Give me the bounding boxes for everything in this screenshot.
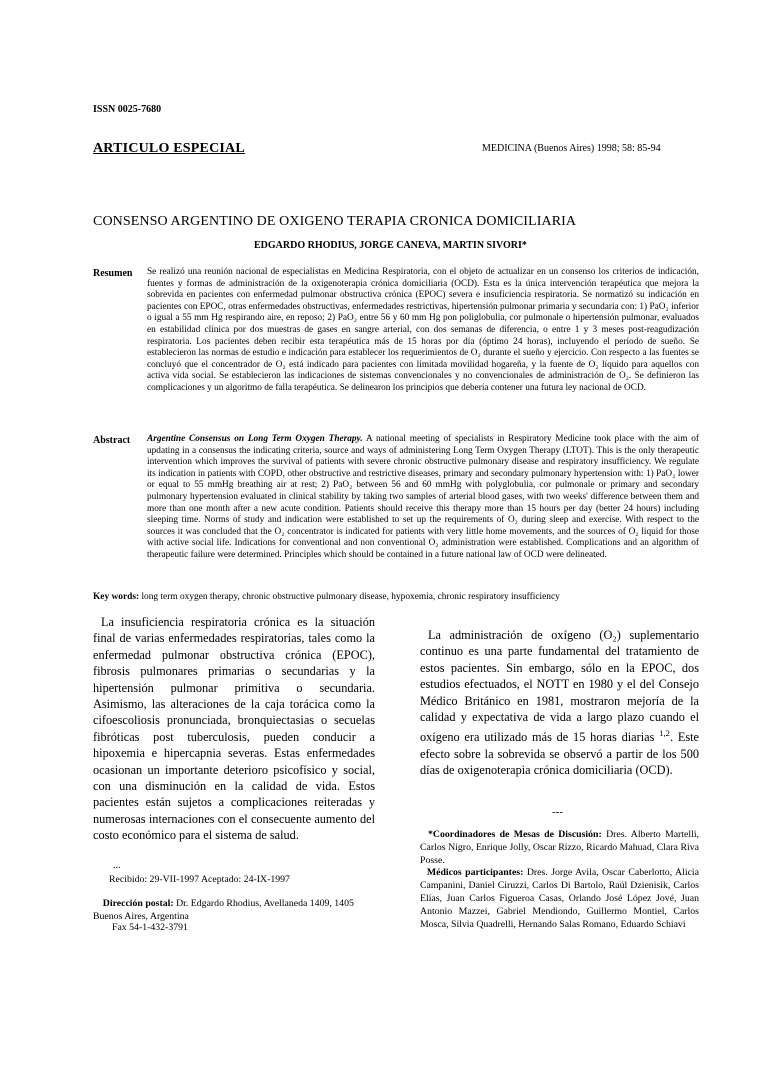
coord-label: *Coordinadores de Mesas de Discusión: — [428, 829, 602, 840]
article-title: CONSENSO ARGENTINO DE OXIGENO TERAPIA CRONICA DOMICILIARIA — [93, 214, 577, 229]
address-text: Dr. Edgardo Rhodius, Avellaneda 1409, 1405 Buenos Aires, Argentina — [93, 898, 354, 922]
body-column-right — [420, 627, 699, 779]
postal-address — [93, 898, 375, 923]
issn: ISSN 0025-7680 — [93, 104, 162, 115]
section-heading: ARTICULO ESPECIAL — [93, 141, 245, 156]
footnote-separator: --- — [552, 806, 563, 818]
citation-ref: 1,2 — [659, 728, 670, 739]
journal-citation: MEDICINA (Buenos Aires) 1998; 58: 85-94 — [482, 143, 661, 154]
med-label: Médicos participantes: — [426, 867, 524, 879]
keywords-text: long term oxygen therapy, chronic obstructive pulmonary disease, hypoxemia, chronic respiratory insufficiency — [141, 592, 560, 602]
resumen-text: Se realizó una reunión nacional de especialistas en Medicina Respiratoria, con el objeto de actualizar en un consenso los criterios de indicación, fuentes y formas de administración de la oxigenoterapia crónica domiciliaria (OCD). Esta es la única intervención terapéutica que mejora la sobrevida en pacientes con enfermedad pulmonar obstructiva crónica (EPOC) severa e insuficiencia respiratoria. Se normatizó su indicación en pacientes con EPOC, otras enfermedades obstructivas, enfermedades restrictivas, hipertensión pulmonar primaria y secundaria con: 1) PaO₂ inferior o igual a 55 mm Hg respirando aire, en reposo; 2) PaO₂ entre 56 y 60 mm Hg pon poliglobulia, cor pulmonale o hipertensión pulmonar, evaluados en estabilidad clínica por dos muestras de gases en sangre arterial, con dos semanas de diferencia, o entre 1 y 3 meses post-reagudización respiratoria. Los pacientes deben recibir esta terapéutica más de 15 horas por día (óptimo 24 horas), incluyendo el período de sueño. Se establecieron las normas de estudio e indicación para establecer los requerimientos de O₂ durante el sueño y ejercicio. Con respecto a las fuentes se concluyó que el concentrador de O₂ está indicado para pacientes con limitada movilidad hogareña, y la fuente de O₂ líquido para aquellos con activa vida social. Se establecieron las indicaciones de sistemas convencionales y no convencionales de administración de O₂. Se definieron las complicaciones y un algoritmo de falla terapéutica. Se delinearon los principios que debería contener una futura ley nacional de OCD. — [147, 267, 699, 393]
med-text: Dres. Jorge Avila, Oscar Caberlotto, Alicia Campanini, Daniel Ciruzzi, Carlos Di Bartolo, Raúl Dzienisik, Carlos Elías, Juan Carlos Figueroa Casas, Orlando José López Jové, Juan Antonio Mazzei, Gabriel Mendiondo, Guillermo Montiel, Carlos Mosca, Silvia Quadrelli, Hernando Salas Romano, Eduardo Schiavi — [420, 867, 699, 930]
received-date: Recibido: 29-VII-1997 Aceptado: 24-IX-1997 — [109, 874, 290, 885]
abstract-title: Argentine Consensus on Long Term Oxygen Therapy. — [147, 434, 363, 444]
coord-text: Dres. Alberto Martelli, Carlos Nigro, Enrique Jolly, Oscar Rizzo, Ricardo Mahuad, Clara Riva Posse. — [420, 829, 699, 866]
abstract-label: Abstract — [93, 435, 131, 446]
address-label: Dirección postal: — [102, 898, 174, 909]
abstract-body — [147, 434, 699, 562]
abstract-text: A national meeting of specialists in Respiratory Medicine took place with the aim of updating in a consensus the indicating criteria, source and ways of administering Long Term Oxygen Therapy (LTOT). This is the only therapeutic intervention which improves the survival of patients with severe chronic obstructive pulmonary disease and respiratory insufficiency. We regulate its indication in patients with COPD, other obstructive and restrictive diseases, primary and secondary pulmonary hypertension with: 1) PaO₂ lower or equal to 55 mmHg breathing air at rest; 2) PaO₂ between 56 and 60 mmHg with polyglobulia, cor pulmonale or primary and secondary pulmonary hypertension evaluated in clinical stability by taking two samples of arterial blood gases, with two weeks' difference between them and more than one month after a new acute condition. Patients should receive this therapy more than 15 hours per day (better 24 hours) including sleeping time. Norms of study and indication were established to set up the requirements of O₂ during sleep and exercise. With respect to the sources it was concluded that the O₂ concentrator is indicated for patients with very little home movements, and the sources of O₂ liquid for those with active social life. Indications for conventional and non conventional O₂ administration were established. Complications and an algorithm of therapeutic failure were determined. Principles which should be contained in a future national law of OCD were delineated. — [147, 434, 699, 560]
body-column-left: La insuficiencia respiratoria crónica es la situación final de varias enfermedades respiratorias, tales como la enfermedad pulmonar obstructiva crónica (EPOC), fibrosis pulmonares primarias o secundarias y la hipertensión pulmonar primitiva o secundaria. Asimismo, las alteraciones de la caja torácica como la cifoescoliosis pronunciada, bronquiectasias o secuelas fibróticas post tuberculosis, pueden conducir a hipoxemia e hipercapnia severas. Estas enfermedades ocasionan un importante deterioro psicofísico y social, con una disminución en la calidad de vida. Estos pacientes están sujetos a complicaciones reiteradas y numerosas internaciones con el consecuente aumento del costo económico para el sistema de salud. — [93, 615, 375, 843]
authors: EDGARDO RHODIUS, JORGE CANEVA, MARTIN SIVORI* — [254, 240, 527, 251]
fax: Fax 54-1-432-3791 — [112, 922, 188, 933]
body-col2-part2: . Este efecto sobre la sobrevida se observó a partir de los 500 días de oxigenoterapia crónica domiciliaria (OCD). — [420, 730, 699, 778]
resumen-label: Resumen — [93, 268, 133, 279]
keywords — [93, 592, 703, 602]
keywords-label: Key words: — [93, 592, 140, 602]
authors-text: EDGARDO RHODIUS, JORGE CANEVA, MARTIN SIVORI — [254, 240, 522, 251]
footnote-dots: ... — [113, 860, 121, 871]
body-col2-part1: La administración de oxígeno (O₂) suplementario continuo es una parte fundamental del tratamiento de estos pacientes. Sin embargo, sólo en la EPOC, dos estudios efectuados, el NOTT en 1980 y el del Consejo Médico Británico en 1981, mostraron mejoría de la calidad y expectativa de vida a largo plazo cuando el oxígeno era utilizado más de 15 horas diarias — [420, 628, 699, 745]
contributors — [420, 829, 699, 931]
